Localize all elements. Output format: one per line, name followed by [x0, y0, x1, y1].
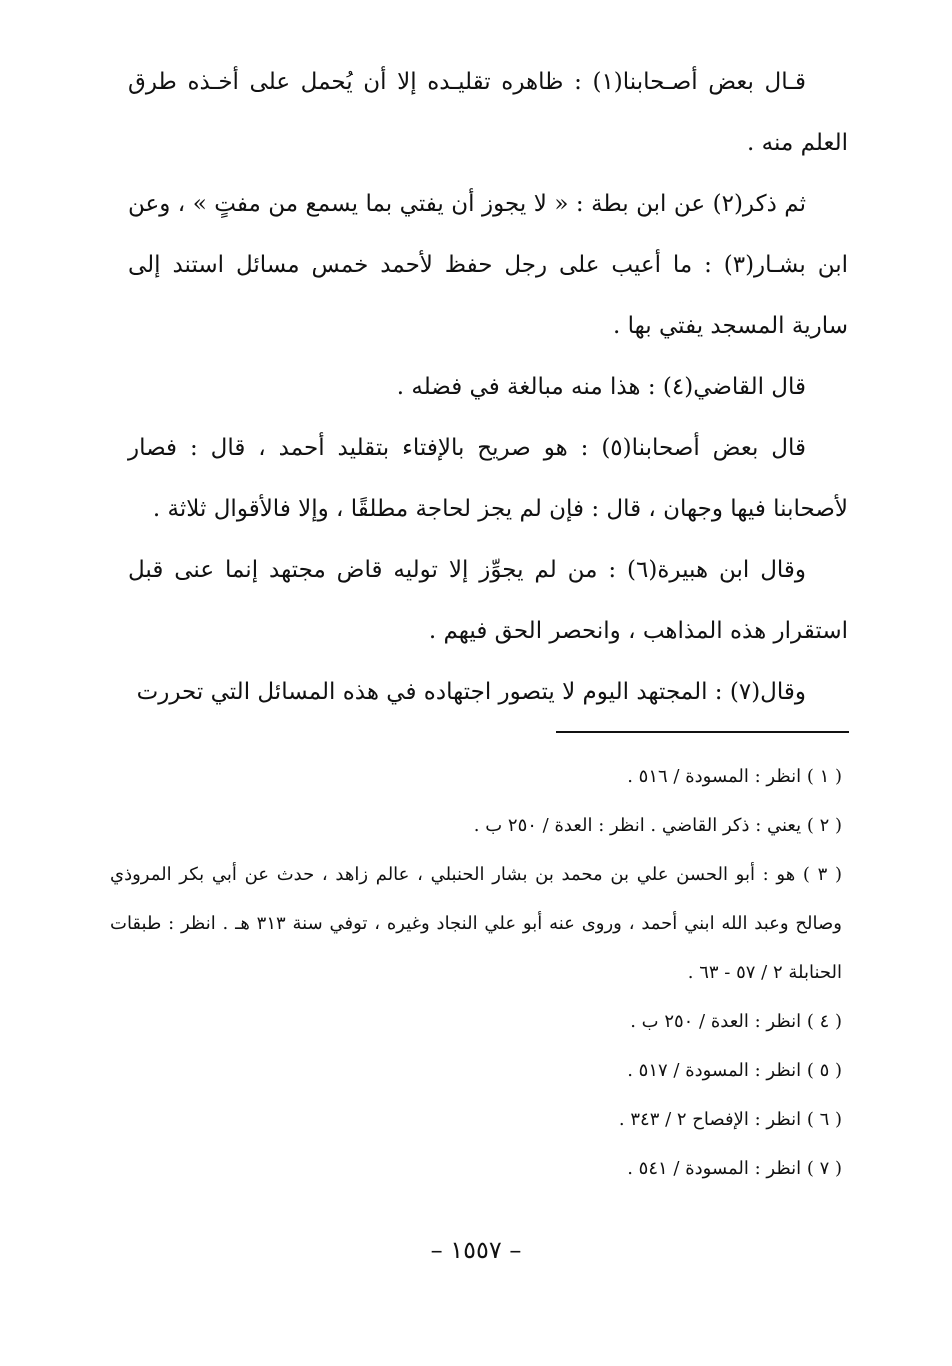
footnote-6: ( ٦ ) انظر : الإفصاح ٢ / ٣٤٣ . — [618, 1109, 842, 1130]
footnote-1: ( ١ ) انظر : المسودة / ٥١٦ . — [627, 766, 842, 787]
footnote-3: ( ٣ ) هو : أبو الحسن علي بن محمد بن بشار الحنبلي ، عالم زاهد ، حدث عن أبي بكر المروذي وصالح وعبد الله ابني أحمد ، وروى عنه أبو علي النجاد وغيره ، توفي سنة ٣١٣ هـ . انظر : طبقات الحنابلة ٢ / ٥٧ - ٦٣ . — [110, 864, 842, 983]
paragraph-3: قال القاضي(٤) : هذا منه مبالغة في فضله . — [396, 374, 806, 400]
footnote-2: ( ٢ ) يعني : ذكر القاضي . انظر : العدة / ٢٥٠ ب . — [473, 815, 842, 836]
footnote-separator — [556, 731, 849, 733]
footnotes — [110, 752, 842, 1193]
paragraph-2: ثم ذكر(٢) عن ابن بطة : « لا يجوز أن يفتي بما يسمع من مفتٍ » ، وعن ابن بشـار(٣) : ما أعيب على رجل حفظ لأحمد خمس مسائل استند إلى سارية المسجد يفتي بها . — [128, 191, 849, 339]
footnote-4: ( ٤ ) انظر : العدة / ٢٥٠ ب . — [630, 1011, 842, 1032]
paragraph-6: وقال(٧) : المجتهد اليوم لا يتصور اجتهاده في هذه المسائل التي تحررت — [136, 679, 806, 705]
paragraph-5: وقال ابن هبيرة(٦) : من لم يجوِّز إلا توليه قاض مجتهد إنما عنى قبل استقرار هذه المذاهب ، وانحصر الحق فيهم . — [128, 557, 848, 644]
footnote-5: ( ٥ ) انظر : المسودة / ٥١٧ . — [627, 1060, 842, 1081]
paragraph-1: قـال بعض أصـحابنا(١) : ظاهره تقليـده إلا أن يُحمل على أخـذه طرق العلم منه . — [128, 69, 848, 156]
paragraph-4: قال بعض أصحابنا(٥) : هو صريح بالإفتاء بتقليد أحمد ، قال : فصار لأصحابنا فيها وجهان ، قال : فإن لم يجز لحاجة مطلقًا ، وإلا فالأقوال ثلاثة . — [128, 435, 848, 522]
page-number: – ١٥٥٧ – — [430, 1236, 522, 1264]
main-text — [128, 52, 848, 723]
footnote-7: ( ٧ ) انظر : المسودة / ٥٤١ . — [627, 1158, 842, 1179]
